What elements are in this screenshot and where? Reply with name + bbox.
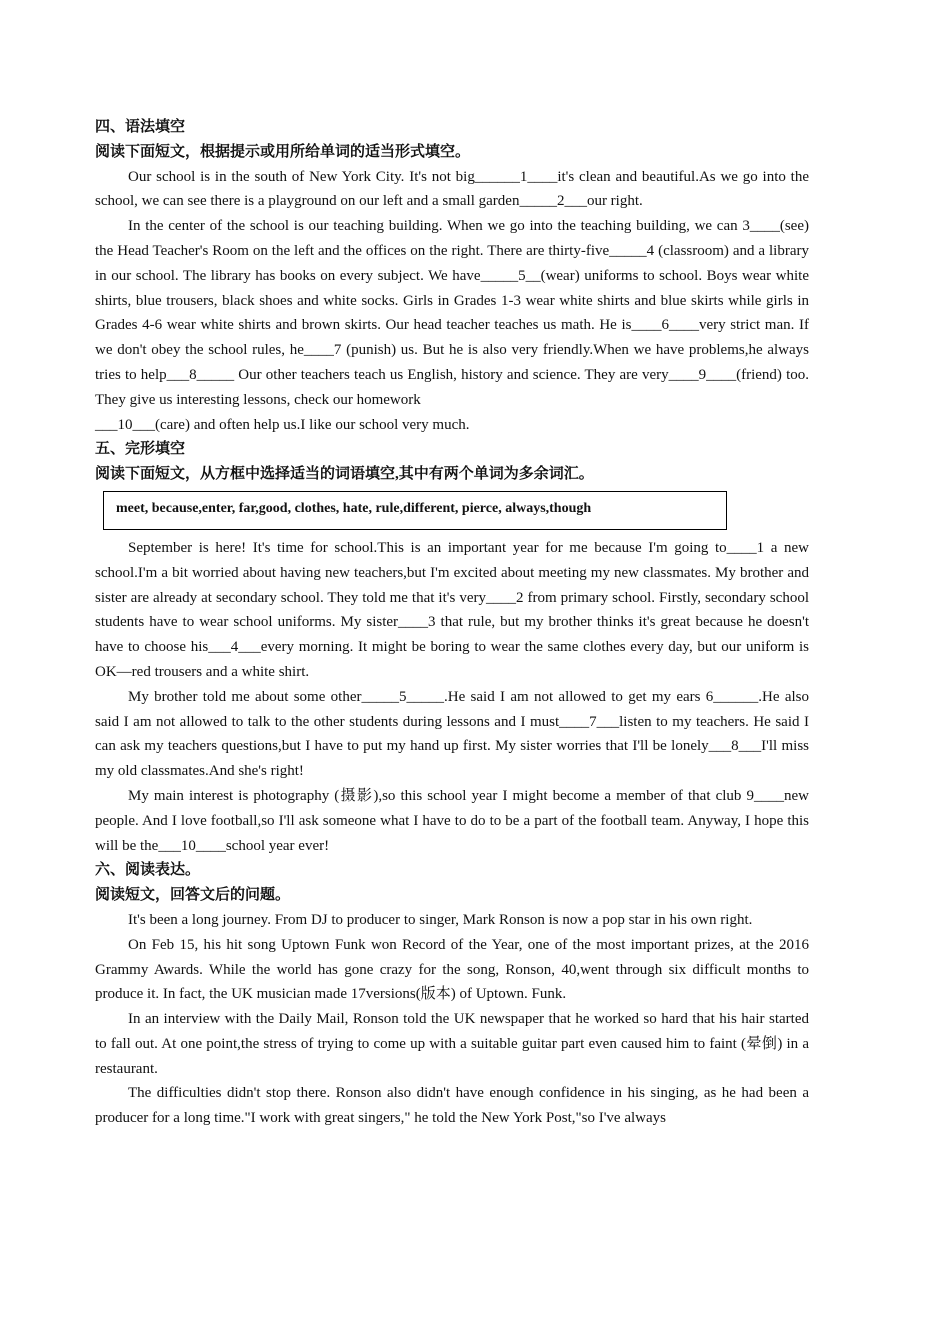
section-6-paragraph: It's been a long journey. From DJ to producer to singer, Mark Ronson is now a pop star in his own right. (128, 911, 753, 928)
section-6-instruction: 阅读短文，回答文后的问题。 (95, 887, 291, 904)
section-6-paragraph: In an interview with the Daily Mail, Ronson told the UK newspaper that he worked so hard that his hair started to fall out. At one point,the stress of trying to come up with a suitable guitar part even caused him to faint (晕倒) in a restaurant. (95, 1011, 809, 1077)
section-4-paragraph: ___10___(care) and often help us.I like our school very much. (95, 416, 470, 433)
exam-page (95, 115, 809, 1131)
section-4-instruction: 阅读下面短文，根据提示或用所给单词的适当形式填空。 (95, 143, 471, 160)
section-6-paragraph: The difficulties didn't stop there. Ronson also didn't have enough confidence in his singing, as he had been a producer for a long time."I work with great singers," he told the New York Post,"so I've always (95, 1085, 809, 1127)
section-6-title: 六、阅读表达。 (95, 862, 201, 879)
section-4-paragraph: Our school is in the south of New York City. It's not big______1____it's clean and beautiful.As we go into the school, we can see there is a playground on our left and a small garden_____2___our right. (95, 168, 809, 210)
section-4-paragraph: In the center of the school is our teaching building. When we go into the teaching building, we can 3____(see) the Head Teacher's Room on the left and the offices on the right. There are thirty-five_____4 (classroom) and a library in our school. The library has books on every subject. We have_____5__(wear) uniforms to school. Boys wear white shirts, blue trousers, black shoes and white socks. Girls in Grades 1-3 wear white shirts and blue skirts while girls in Grades 4-6 wear white shirts and brown skirts. Our head teacher teaches us math. He is____6____very strict man. If we don't obey the school rules, he____7 (punish) us. But he is also very friendly.When we have problems,he always tries to help___8_____ Our other teachers teach us English, history and science. They are very____9____(friend) too. They give us interesting lessons, check our homework (95, 218, 809, 408)
section-5-paragraph: September is here! It's time for school.This is an important year for me because I'm going to____1 a new school.I'm a bit worried about having new teachers,but I'm excited about meeting my new classmates. My brother and sister are already at secondary school. They told me that it's very____2 from primary school. Firstly, secondary school students have to wear school uniforms. My sister____3 that rule, but my brother thinks it's great because he doesn't have to choose his___4___every morning. It might be boring to wear the same clothes every day, but our uniform is OK—red trousers and a white shirt. (95, 539, 809, 680)
section-5-paragraph: My brother told me about some other_____5_____.He said I am not allowed to get my ears 6______.He also said I am not allowed to talk to the other students during lessons and I must____7___listen to my teachers. He said I can ask my teachers questions,but I have to put my hand up first. My sister worries that I'll be lonely___8___I'll miss my old classmates.And she's right! (95, 688, 809, 780)
word-box: meet, because,enter, far,good, clothes, hate, rule,different, pierce, always,though (103, 491, 727, 530)
section-5-title: 五、完形填空 (95, 441, 186, 458)
section-6-paragraph: On Feb 15, his hit song Uptown Funk won Record of the Year, one of the most important prizes, at the 2016 Grammy Awards. While the world has gone crazy for the song, Ronson, 40,went through six difficult months to produce it. In fact, the UK musician made 17versions(版本) of Uptown. Funk. (95, 936, 809, 1003)
section-5-paragraph: My main interest is photography (摄影),so this school year I might become a member of that club 9____new people. And I love football,so I'll ask someone what I have to do to be a part of the football team. Anyway, I hope this will be the___10____school year ever! (95, 787, 809, 854)
section-5-instruction: 阅读下面短文，从方框中选择适当的词语填空,其中有两个单词为多余词汇。 (95, 466, 594, 483)
section-4-title: 四、语法填空 (95, 119, 186, 135)
